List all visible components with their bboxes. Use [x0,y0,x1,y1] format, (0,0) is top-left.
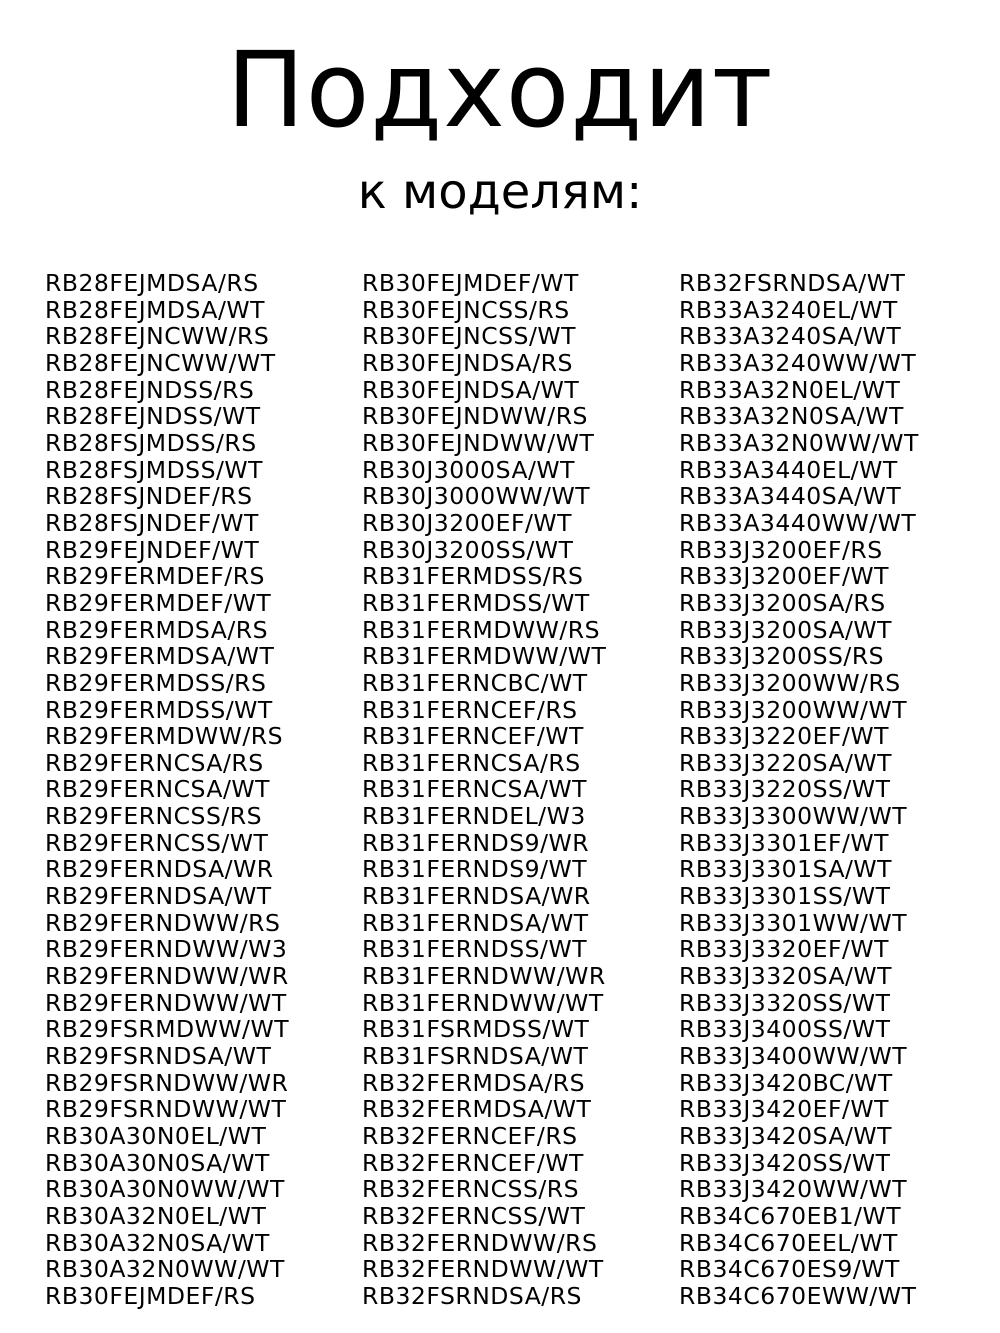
model-item: RB28FEJMDSA/WT [45,295,265,324]
model-item: RB33A3440WW/WT [679,508,917,537]
model-item: RB29FERMDSA/WT [45,642,275,671]
model-item: RB33J3420SS/WT [679,1148,891,1177]
model-item: RB30FEJNDSA/WT [362,375,580,404]
model-item: RB33J3301SA/WT [679,855,893,884]
model-item: RB33J3320SA/WT [679,962,893,991]
model-item: RB30FEJNDWW/WT [362,428,595,457]
model-item: RB28FSJNDEF/WT [45,508,259,537]
model-item: RB33A3240WW/WT [679,348,917,377]
model-item: RB29FSRNDWW/WT [45,1095,287,1124]
model-item: RB31FERMDSS/WT [362,588,590,617]
model-item: RB28FEJNCWW/WT [45,348,276,377]
model-item: RB33J3200WW/WT [679,695,908,724]
model-column-1 [45,270,289,1310]
model-item: RB32FERNDWW/WT [362,1255,604,1284]
model-item: RB30A30N0WW/WT [45,1175,285,1204]
model-item: RB31FERMDSS/RS [362,562,584,591]
model-item: RB33J3200SA/RS [679,588,886,617]
model-item: RB33J3420BC/WT [679,1068,893,1097]
model-item: RB28FEJNCWW/RS [45,322,270,351]
model-list [0,270,1000,1320]
model-item: RB29FERNCSA/RS [45,748,264,777]
model-item: RB31FERNDSS/WT [362,935,588,964]
model-item: RB33A32N0WW/WT [679,428,919,457]
model-column-2 [362,270,606,1310]
model-item: RB29FSRNDSA/WT [45,1042,272,1071]
model-item: RB33J3420EF/WT [679,1095,889,1124]
model-item: RB32FERMDSA/WT [362,1095,592,1124]
model-item: RB29FERMDEF/RS [45,562,265,591]
model-item: RB30FEJMDEF/WT [362,269,579,297]
model-item: RB33A3240EL/WT [679,295,898,324]
model-item: RB29FERNDWW/WR [45,962,289,991]
model-item: RB28FEJMDSA/RS [45,269,259,297]
model-item: RB32FERNCEF/WT [362,1148,584,1177]
model-item: RB33J3200SA/WT [679,615,893,644]
model-item: RB33J3301EF/WT [679,828,889,857]
model-item: RB33J3420WW/WT [679,1175,908,1204]
model-item: RB32FERNCEF/RS [362,1122,578,1150]
model-item: RB29FSRNDWW/WR [45,1068,289,1097]
model-item: RB33J3400WW/WT [679,1042,908,1071]
model-item: RB30J3000WW/WT [362,482,591,511]
model-item: RB28FSJNDEF/RS [45,482,253,511]
model-item: RB29FERNCSS/RS [45,802,263,831]
model-item: RB30A32N0WW/WT [45,1255,285,1284]
model-item: RB32FERNCSS/WT [362,1201,586,1230]
model-item: RB33J3300WW/WT [679,802,908,831]
model-item: RB29FERNDSA/WT [45,882,272,911]
model-item: RB31FERMDWW/WT [362,642,607,671]
model-item: RB29FERNCSS/WT [45,828,269,857]
model-item: RB32FERNDWW/RS [362,1228,598,1257]
model-item: RB33J3220SA/WT [679,748,893,777]
model-item: RB33J3200SS/RS [679,642,885,671]
model-item: RB29FERNDWW/RS [45,908,281,937]
model-item: RB31FERNDSA/WT [362,908,589,937]
model-item: RB31FERNCEF/RS [362,695,578,724]
model-item: RB30J3200SS/WT [362,535,574,564]
model-item: RB29FERMDSS/WT [45,695,273,724]
model-item: RB30J3000SA/WT [362,455,576,484]
model-item: RB33J3301SS/WT [679,882,891,911]
model-item: RB33J3400SS/WT [679,1015,891,1044]
model-item: RB29FERNDWW/W3 [45,935,288,964]
model-item: RB30FEJNCSS/RS [362,295,570,324]
model-item: RB32FSRNDSA/WT [679,269,906,297]
model-item: RB33J3200WW/RS [679,668,901,697]
model-item: RB31FSRMDSS/WT [362,1015,590,1044]
model-item: RB31FERNDS9/WT [362,855,588,884]
model-item: RB31FERNCSA/WT [362,775,587,804]
model-item: RB33A3440SA/WT [679,482,902,511]
model-item: RB29FERNCSA/WT [45,775,270,804]
model-item: RB33A3240SA/WT [679,322,902,351]
model-item: RB33A32N0EL/WT [679,375,901,404]
model-item: RB30FEJNDWW/RS [362,402,588,431]
model-item: RB31FERNDEL/W3 [362,802,586,831]
model-item: RB33J3220EF/WT [679,722,889,751]
model-item: RB31FERNCBC/WT [362,668,588,697]
model-item: RB34C670ES9/WT [679,1255,900,1284]
model-item: RB33A32N0SA/WT [679,402,904,431]
model-item: RB29FERNDWW/WT [45,988,287,1017]
model-item: RB29FERMDWW/RS [45,722,284,751]
model-item: RB31FERNCSA/RS [362,748,581,777]
model-item: RB29FERMDSA/RS [45,615,269,644]
model-item: RB30A30N0EL/WT [45,1122,267,1150]
model-item: RB34C670EWW/WT [679,1281,917,1310]
model-item: RB34C670EEL/WT [679,1228,898,1257]
model-item: RB30FEJNDSA/RS [362,348,573,377]
model-item: RB32FERNCSS/RS [362,1175,580,1204]
model-item: RB30A32N0EL/WT [45,1201,267,1230]
model-item: RB29FERMDSS/RS [45,668,267,697]
model-item: RB33J3200EF/WT [679,562,889,591]
model-item: RB31FERNDWW/WR [362,962,606,991]
model-item: RB33J3320EF/WT [679,935,889,964]
page-title: Подходит [226,29,774,151]
model-item: RB31FSRNDSA/WT [362,1042,589,1071]
model-item: RB29FSRMDWW/WT [45,1015,290,1044]
model-item: RB31FERNCEF/WT [362,722,584,751]
model-item: RB33J3420SA/WT [679,1122,893,1150]
model-item: RB28FSJMDSS/WT [45,455,264,484]
model-item: RB32FSRNDSA/RS [362,1281,582,1310]
model-item: RB33J3301WW/WT [679,908,908,937]
model-item: RB29FEJNDEF/WT [45,535,260,564]
page-subtitle: к моделям: [357,164,643,220]
model-item: RB31FERNDSA/WR [362,882,591,911]
model-item: RB30FEJNCSS/WT [362,322,576,351]
model-item: RB29FERNDSA/WR [45,855,274,884]
model-item: RB32FERMDSA/RS [362,1068,586,1097]
model-item: RB31FERNDWW/WT [362,988,604,1017]
model-item: RB28FEJNDSS/RS [45,375,255,404]
model-item: RB30A30N0SA/WT [45,1148,270,1177]
model-column-3 [679,270,919,1310]
model-item: RB28FEJNDSS/WT [45,402,261,431]
model-item: RB30A32N0SA/WT [45,1228,270,1257]
model-item: RB33A3440EL/WT [679,455,898,484]
model-item: RB33J3220SS/WT [679,775,891,804]
model-item: RB31FERNDS9/WR [362,828,590,857]
model-item: RB31FERMDWW/RS [362,615,601,644]
model-item: RB30J3200EF/WT [362,508,572,537]
model-item: RB28FSJMDSS/RS [45,428,257,457]
model-item: RB33J3320SS/WT [679,988,891,1017]
model-item: RB33J3200EF/RS [679,535,883,564]
model-item: RB29FERMDEF/WT [45,588,272,617]
model-item: RB30FEJMDEF/RS [45,1281,256,1310]
model-item: RB34C670EB1/WT [679,1201,902,1230]
